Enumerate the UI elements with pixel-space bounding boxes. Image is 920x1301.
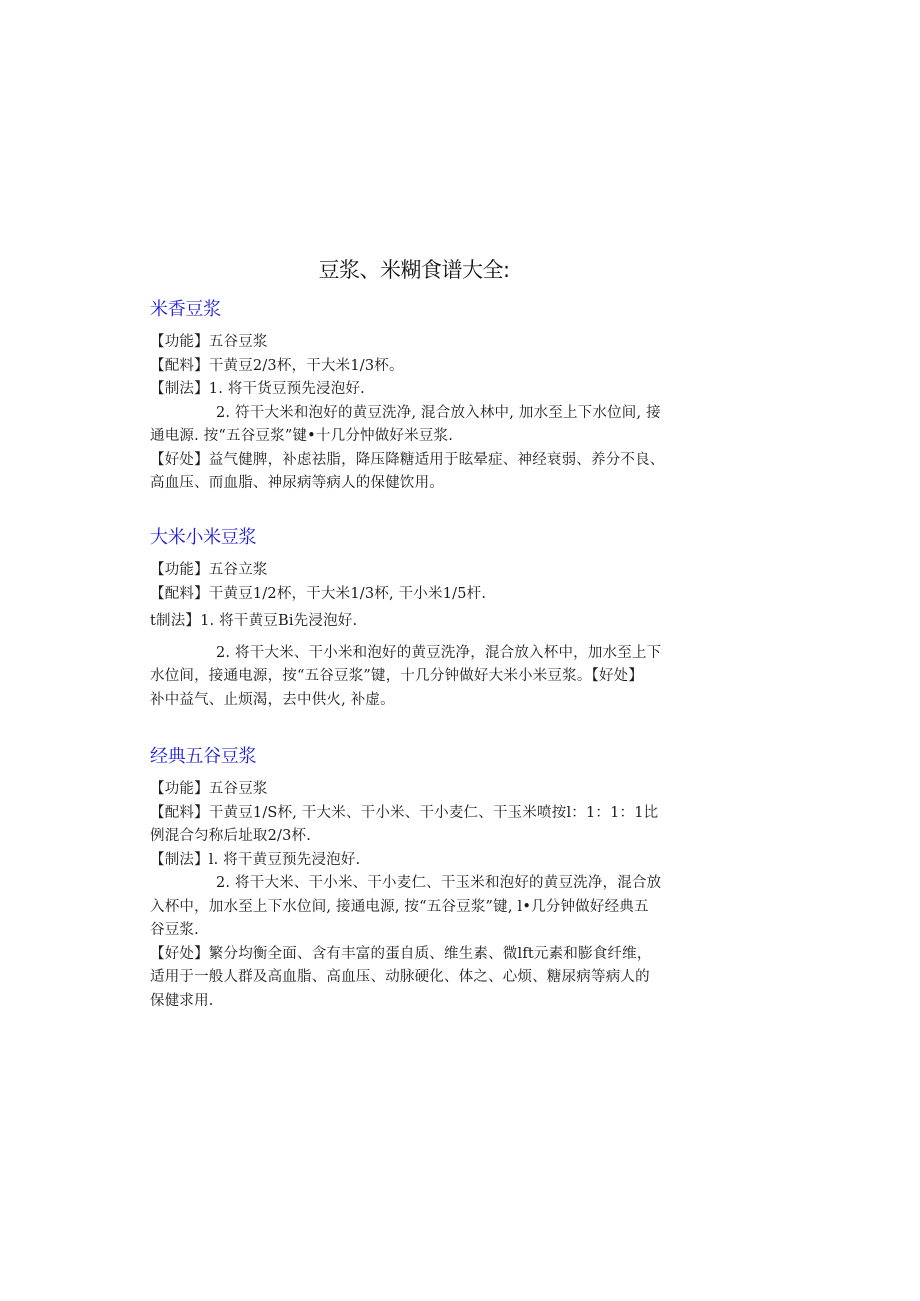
recipe-title: 大米小米豆浆 bbox=[150, 527, 257, 548]
recipe-function: 【功能】五谷豆浆 bbox=[150, 334, 268, 350]
recipe-method-step-2: 2. 将干大米、干小米、干小麦仁、干玉米和泡好的黄豆洗净，混合放 bbox=[216, 875, 662, 891]
recipe-title: 米香豆浆 bbox=[150, 299, 221, 320]
recipe-method-step-2-cont: 谷豆浆. bbox=[150, 922, 199, 938]
recipe-title: 经典五谷豆浆 bbox=[150, 746, 257, 767]
recipe-ingredients: 【配料】干黄豆1/2杯，干大米1/3杯, 干小米1/5杆. bbox=[150, 585, 487, 602]
recipe-method-step-2: 2. 将干大米、干小米和泡好的黄豆洗净，混合放入杯中，加水至上下 bbox=[216, 644, 662, 661]
recipe-function: 【功能】五谷立浆 bbox=[150, 562, 268, 578]
recipe-method-step-2-cont: 水位间，接通电源，按“五谷豆浆”键，十几分钟做好大米小米豆浆。【好处】 bbox=[150, 668, 644, 684]
recipe-ingredients: 【配料】干黄豆1/S杯, 干大米、干小米、干小麦仁、干玉米喷按l：1：1：1比 bbox=[150, 804, 659, 821]
recipe-benefits-cont: 高血压、而血脂、神尿病等病人的保健饮用。 bbox=[150, 475, 444, 491]
recipe-section bbox=[150, 297, 695, 496]
recipe-section bbox=[150, 525, 695, 712]
recipe-method-step-2-cont: 入杯中，加水至上下水位间, 接通电源, 按“五谷豆浆”键, l•几分钟做好经典五 bbox=[150, 898, 649, 915]
recipe-benefits: 【好处】益气健脾，补虑祛脂，降压降糖适用于眩晕症、神经衰弱、养分不良、 bbox=[150, 451, 665, 468]
recipe-section bbox=[150, 744, 695, 1013]
recipe-benefits: 【好处】繁分均衡全面、含有丰富的蛋自质、维生素、微lft元素和膨食纤维， bbox=[150, 945, 652, 962]
recipe-ingredients: 【配料】干黄豆2/3杯，干大米1/3杯。 bbox=[150, 357, 404, 374]
recipe-ingredients-cont: 例混合匀称后址取2/3杯. bbox=[150, 828, 312, 844]
recipe-benefits-cont: 保健求用. bbox=[150, 992, 214, 1009]
recipe-method-step-1: 【制法】1. 将干货豆预先浸泡好. bbox=[150, 381, 365, 397]
recipe-method-step-2: 2. 符干大米和泡好的黄豆洗净, 混合放入林中, 加水至上下水位间, 接 bbox=[216, 404, 661, 421]
recipe-method-step-1: t制法】1. 将干黄豆Bi先浸泡好. bbox=[150, 613, 358, 629]
document-title: 豆浆、米糊食谱大全: bbox=[318, 258, 510, 282]
recipe-function: 【功能】五谷豆浆 bbox=[150, 781, 268, 797]
recipe-method-step-1: 【制法】l. 将干黄豆预先浸泡好. bbox=[150, 851, 361, 868]
recipe-benefits-cont: 适用于一般人群及高血脂、高血压、动脉硬化、体之、心烦、糖尿病等病人的 bbox=[150, 969, 650, 985]
recipe-benefits: 补中益气、止烦渴，去中供火, 补虚。 bbox=[150, 691, 395, 708]
recipe-method-step-2-cont: 通电源. 按“五谷豆浆”键•十几分忡做好米豆浆. bbox=[150, 428, 454, 444]
